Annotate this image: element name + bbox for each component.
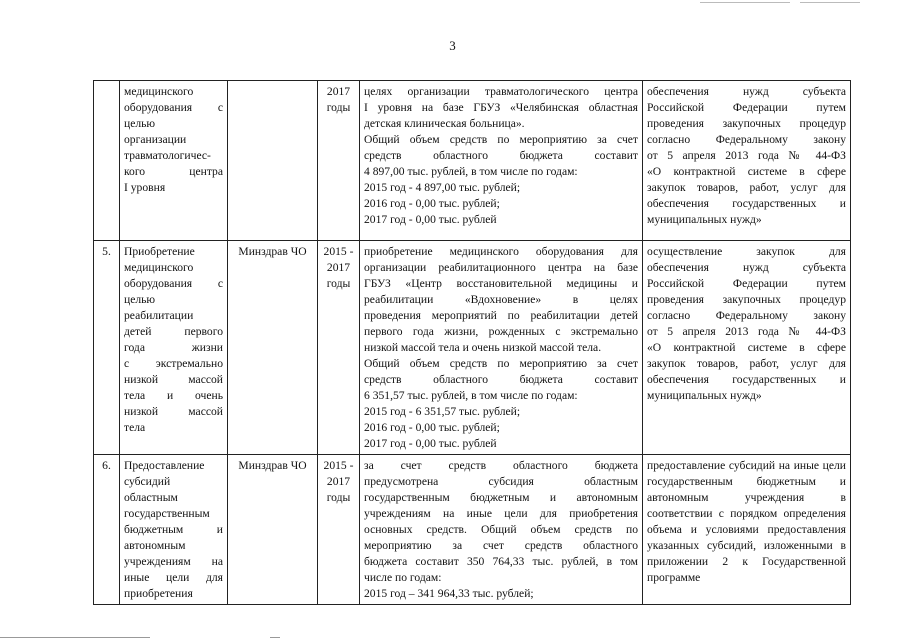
desc-line: основных средств. Общий объем средств по <box>364 523 638 536</box>
term-line: годы <box>326 101 351 114</box>
name-line: Предоставление <box>124 459 205 472</box>
desc-line: 4 897,00 тыс. рублей, в том числе по годам: <box>364 165 578 178</box>
desc-line: 2016 год - 0,00 тыс. рублей; <box>364 421 500 434</box>
name-line: тела и очень <box>124 389 223 402</box>
name-line: учреждениям на <box>124 555 223 568</box>
name-line: реабилитации <box>124 309 194 322</box>
name-line: автономным <box>124 539 186 552</box>
desc-line: учреждениям на иные цели для приобретения <box>364 507 638 520</box>
name-line: I уровня <box>124 181 166 194</box>
src-line: обеспечения нужд субъекта <box>647 261 846 274</box>
src-line: предоставление субсидий на иные цели <box>647 459 846 472</box>
src-line: приложении 2 к Государственной <box>647 555 846 568</box>
name-line: тела <box>124 421 146 434</box>
desc-line: проведения мероприятий по реабилитации детей <box>364 309 638 322</box>
src-line: программе <box>647 571 701 584</box>
src-line: закупок товаров, работ, услуг для <box>647 357 846 370</box>
desc-line: 2015 год – 341 964,33 тыс. рублей; <box>364 587 534 600</box>
measures-table <box>93 80 851 605</box>
bottom-edge-rule-2 <box>270 637 280 638</box>
mechanism-cell <box>643 81 851 241</box>
term-cell <box>318 81 360 241</box>
measure-name-cell <box>120 455 228 605</box>
desc-line: Общий объем средств по мероприятию за счет <box>364 133 638 146</box>
name-line: низкой массой <box>124 405 223 418</box>
desc-line: 2017 год - 0,00 тыс. рублей <box>364 213 497 226</box>
term-cell <box>318 241 360 455</box>
desc-line: 2016 год - 0,00 тыс. рублей; <box>364 197 500 210</box>
src-line: указанных субсидий, изложенными в <box>647 539 846 552</box>
name-line: Приобретение <box>124 245 195 258</box>
row-number <box>94 81 120 241</box>
desc-line: Общий объем средств по мероприятию за счет <box>364 357 638 370</box>
term-line: 2015 - <box>323 459 354 472</box>
top-edge-rule <box>700 2 790 3</box>
src-line: закупок товаров, работ, услуг для <box>647 181 846 194</box>
name-line: оборудования с <box>124 277 223 290</box>
measure-name-cell <box>120 81 228 241</box>
desc-line: числе по годам: <box>364 571 442 584</box>
term-line: годы <box>326 277 351 290</box>
table-row <box>94 81 851 241</box>
desc-line: приобретение медицинского оборудования для <box>364 245 638 258</box>
term-line: 2017 <box>326 475 351 488</box>
desc-line: ГБУЗ «Центр восстановительной медицины и <box>364 277 638 290</box>
src-line: муниципальных нужд» <box>647 389 762 402</box>
description-cell <box>360 81 643 241</box>
name-line: травматологичес- <box>124 149 211 162</box>
desc-line: 2015 год - 6 351,57 тыс. рублей; <box>364 405 521 418</box>
name-line: бюджетным и <box>124 523 223 536</box>
desc-line: реабилитации «Вдохновение» в целях <box>364 293 638 306</box>
name-line: кого центра <box>124 165 223 178</box>
src-line: обеспечения государственных и <box>647 373 846 386</box>
desc-line: предусмотрена субсидия областным <box>364 475 638 488</box>
src-line: согласно Федеральному закону <box>647 309 846 322</box>
executor-cell: Минздрав ЧО <box>228 455 318 605</box>
src-line: «О контрактной системе в сфере <box>647 165 846 178</box>
src-line: автономным учреждения в <box>647 491 846 504</box>
desc-line: организации реабилитационного центра на базе <box>364 261 638 274</box>
desc-line: 2017 год - 0,00 тыс. рублей <box>364 437 497 450</box>
top-edge-rule-2 <box>800 2 860 3</box>
src-line: объема и условиями предоставления <box>647 523 846 536</box>
src-line: соответствии с порядком определения <box>647 507 846 520</box>
name-line: детей первого <box>124 325 223 338</box>
name-line: целью <box>124 117 156 130</box>
src-line: муниципальных нужд» <box>647 213 762 226</box>
name-line: медицинского <box>124 261 194 274</box>
name-line: оборудования с <box>124 101 223 114</box>
description-cell <box>360 241 643 455</box>
desc-line: 2015 год - 4 897,00 тыс. рублей; <box>364 181 521 194</box>
desc-line: средств областного бюджета составит <box>364 373 638 386</box>
executor-cell <box>228 81 318 241</box>
name-line: медицинского <box>124 85 194 98</box>
term-cell <box>318 455 360 605</box>
desc-line: средств областного бюджета составит <box>364 149 638 162</box>
src-line: обеспечения нужд субъекта <box>647 85 846 98</box>
desc-line: 6 351,57 тыс. рублей, в том числе по годам: <box>364 389 578 402</box>
name-line: государственным <box>124 507 210 520</box>
desc-line: I уровня на базе ГБУЗ «Челябинская областная <box>364 101 638 114</box>
name-line: приобретения <box>124 587 193 600</box>
bottom-edge-rule <box>0 637 150 638</box>
term-line: 2017 <box>326 261 351 274</box>
term-line: годы <box>326 491 351 504</box>
name-line: субсидий <box>124 475 171 488</box>
page-number: 3 <box>449 38 456 53</box>
src-line: государственным бюджетным и <box>647 475 846 488</box>
row-number: 6. <box>94 455 120 605</box>
name-line: целью <box>124 293 156 306</box>
name-line: низкой массой <box>124 373 223 386</box>
src-line: Российской Федерации путем <box>647 277 846 290</box>
src-line: от 5 апреля 2013 года № 44-ФЗ <box>647 149 846 162</box>
src-line: проведения закупочных процедур <box>647 293 846 306</box>
name-line: областным <box>124 491 178 504</box>
src-line: обеспечения государственных и <box>647 197 846 210</box>
term-line: 2017 <box>326 85 351 98</box>
desc-line: первого года жизни, рожденных с экстремально <box>364 325 638 338</box>
term-line: 2015 - <box>323 245 354 258</box>
desc-line: бюджета составит 350 764,33 тыс. рублей, в том <box>364 555 638 568</box>
desc-line: за счет средств областного бюджета <box>364 459 638 472</box>
src-line: «О контрактной системе в сфере <box>647 341 846 354</box>
src-line: Российской Федерации путем <box>647 101 846 114</box>
src-line: от 5 апреля 2013 года № 44-ФЗ <box>647 325 846 338</box>
name-line: иные цели для <box>124 571 223 584</box>
name-line: организации <box>124 133 187 146</box>
src-line: осуществление закупок для <box>647 245 846 258</box>
table-row <box>94 455 851 605</box>
desc-line: мероприятию за счет средств областного <box>364 539 638 552</box>
table-body <box>94 81 851 605</box>
src-line: проведения закупочных процедур <box>647 117 846 130</box>
name-line: с экстремально <box>124 357 223 370</box>
desc-line: низкой массой тела и очень низкой массой тела. <box>364 341 602 354</box>
mechanism-cell <box>643 455 851 605</box>
name-line: года жизни <box>124 341 223 354</box>
measure-name-cell <box>120 241 228 455</box>
executor-cell: Минздрав ЧО <box>228 241 318 455</box>
desc-line: детская клиническая больница». <box>364 117 525 130</box>
table-row <box>94 241 851 455</box>
mechanism-cell <box>643 241 851 455</box>
row-number: 5. <box>94 241 120 455</box>
description-cell <box>360 455 643 605</box>
desc-line: целях организации травматологического центра <box>364 85 638 98</box>
desc-line: государственным бюджетным и автономным <box>364 491 638 504</box>
src-line: согласно Федеральному закону <box>647 133 846 146</box>
